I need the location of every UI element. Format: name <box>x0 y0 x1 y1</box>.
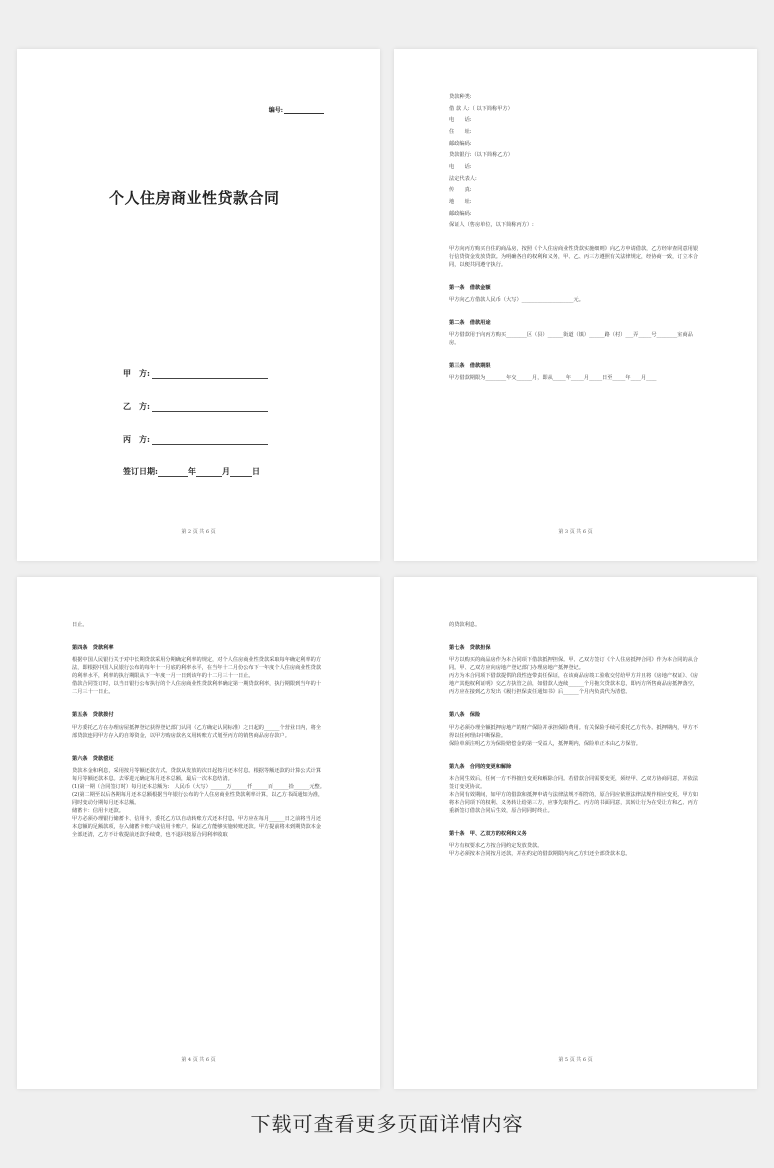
section-paragraph: 保险单须注明乙方为保险赔偿金的第一受益人，抵押期内，保险单正本由乙方保管。 <box>449 740 641 747</box>
info-field: 邮政编码: <box>449 140 472 147</box>
page-footer: 第 4 页 共 6 页 <box>181 1057 216 1063</box>
party-info-fields <box>449 93 702 229</box>
section-paragraph: 甲方必须按本合同按月还款，并在约定的借款期限内向乙方归还全部贷款本息。 <box>449 851 631 858</box>
continued-text: 的贷款利息。 <box>449 622 481 628</box>
info-field: 电 话: <box>449 117 472 124</box>
section-heading: 第一条 借款金额 <box>449 285 491 292</box>
info-field: 地 址: <box>449 198 472 205</box>
section-paragraph: 贷款本金和利息，采用按月等额还款方式。贷款从发放的次日起按月还本付息。根据等额还款的计算公式计算每月等额还款本息。去零进元确定每月还本总额，最后一次本息结清。 <box>72 767 322 782</box>
page-footer: 第 3 页 共 6 页 <box>558 529 593 535</box>
party-c-label: 丙 方: <box>123 434 150 444</box>
section-body: 甲方向乙方借款人民币（大写）____________________元。 <box>449 297 584 304</box>
contract-title: 个人住房商业性贷款合同 <box>109 189 280 207</box>
party-a-blank <box>152 370 268 379</box>
page-footer: 第 5 页 共 6 页 <box>558 1057 593 1063</box>
section-paragraph: 储蓄卡：信用卡还款。 <box>72 808 124 814</box>
year-blank <box>158 468 188 477</box>
party-a-label: 甲 方: <box>123 368 150 378</box>
section-paragraph: 甲方有权要求乙方按合同约定发放贷款。 <box>449 843 543 850</box>
section-paragraph: 本合同有效期间，如甲方的借款和抵押申请与法律法规不相符的，原合同应依照法律法规作相应变更。甲方如将本合同项下的权利、义务转让给第三方，应事先取得乙、丙方的书面同意，其转让行为在受让方和乙、丙方重新签订借款合同后生效，原合同同时终止。 <box>449 791 699 814</box>
info-field: 邮政编码: <box>449 210 472 217</box>
intro-paragraph: 甲方向丙方购买自住的商品房，按照《个人住房商业性贷款实施细则》向乙方申请借款，乙方经审查同意用银行信贷资金发放贷款。为明确各自的权利和义务，甲、乙、丙三方遵照有关法律规定，经协商一致，订立本合同，以便共同遵守执行。 <box>449 245 699 268</box>
info-field: 借 款 人:（ 以下简称甲方） <box>449 105 513 112</box>
party-b-row <box>123 401 268 412</box>
month-blank <box>196 468 222 477</box>
section-paragraph: 甲方必须办理全额抵押房地产的财产保险并承担保险费用。有关保险手续可委托乙方代办。抵押期内，甲方不得以任何理由中断保险。 <box>449 724 699 739</box>
month-label: 月 <box>221 466 230 476</box>
party-c-blank <box>152 436 268 445</box>
info-field: 电 话: <box>449 163 472 170</box>
party-c-row <box>123 434 268 445</box>
doc-number-blank <box>284 107 324 114</box>
page-4 <box>17 577 380 1089</box>
sign-date-label: 签订日期: <box>123 466 158 476</box>
continued-text: 日止。 <box>72 622 88 628</box>
page-3-content <box>449 93 702 383</box>
section-heading: 第四条 贷款利率 <box>72 645 114 652</box>
page-footer: 第 2 页 共 6 页 <box>181 529 216 535</box>
section-paragraph: 借款合同签订时，以当日银行公布执行的个人住房商业性贷款利率确定第一期贷款利率，执行期限到当年的十二月三十一日止。 <box>72 681 322 696</box>
section-paragraph: 甲方必须办理银行储蓄卡、信用卡，委托乙方以自动转账方式还本付息，甲方应在每月______日之前将当月还本息额的足额款项，存入储蓄卡账户或信用卡账户，保证乙方能够实施转账还款。甲方提前将未到期贷款本金全部还清，乙方不计收提前还款手续费，也不退回按原合同利率收取 <box>72 816 322 839</box>
info-field: 传 真: <box>449 187 472 194</box>
day-label: 日 <box>251 466 260 476</box>
section-heading: 第六条 贷款偿还 <box>72 755 114 762</box>
section-paragraph: (1)第一期（合同签订时）每月还本总额为: 人民币（大写）______万______仟______百______拾______元整。 <box>72 783 325 790</box>
section-body: 甲方借款用于向丙方购买________区（县）______街道（镇）______路（村）___弄_____号________室商品房。 <box>449 332 693 347</box>
page-3-sections <box>449 284 702 382</box>
section-heading: 第五条 贷款拨付 <box>72 712 114 719</box>
doc-number-label: 编号: <box>268 107 283 114</box>
section-paragraph: 丙方为本合同项下借款提供阶段性连带责任保证，在该商品房竣工验收交付给甲方并且将《房地产权证》、《房地产其他权利证明》交乙方执管之前，如借款人连续______个月拖欠贷款本息，即丙方所售商品房抵押落空，丙方应在接到乙方发出《履行担保责任通知书》后______个月内负责代为清偿。 <box>449 673 699 696</box>
party-b-label: 乙 方: <box>123 401 150 411</box>
info-field: 住 址: <box>449 128 472 135</box>
info-field: 保证人（售房单位，以下简称丙方）: <box>449 222 534 229</box>
page-4-sections <box>72 644 325 839</box>
info-field: 法定代表人: <box>449 175 477 182</box>
section-heading: 第八条 保险 <box>449 712 481 719</box>
section-paragraph: 根据中国人民银行关于对中长期贷款采用分期确定利率的规定，对个人住房商业性贷款采取每年确定利率的方法，即根据中国人民银行公布的每年十一月底的利率水平，在当年十二月份公布下一年度个人住房商业性贷款的利率水平，利率的执行期限从下一年度一月一日到该年的十二月三十一日止。 <box>72 657 322 680</box>
section-body: 甲方借款期限为________年交______月，即从_____年_____月_____日至_____年____月____ <box>449 375 657 382</box>
section-paragraph: (2)第二期至以后各期每月还本总额根据当年银行公布的个人住房商业性贷款利率计算，以乙方书面通知为准，同时变动分期每月还本总额。 <box>72 791 324 806</box>
section-paragraph: 本合同生效后，任何一方不得擅自变更和解除合同。若借款合同需要变更，须经甲、乙双方协商同意，并依法签订变更协议。 <box>449 775 699 790</box>
page-5-sections <box>449 644 702 858</box>
section-paragraph: 甲方以购买的商品房作为本合同项下借款抵押担保。甲、乙双方签订《个人住房抵押合同》作为本合同的从合同。甲、乙双方应向房地产登记部门办理房地产抵押登记。 <box>449 657 699 672</box>
section-heading: 第三条 借款期限 <box>449 363 491 370</box>
year-label: 年 <box>187 466 196 476</box>
page-5 <box>394 577 757 1089</box>
section-heading: 第十条 甲、乙双方的权利和义务 <box>449 831 527 838</box>
download-banner: 下载可查看更多页面详情内容 <box>250 1112 524 1136</box>
doc-number <box>269 105 324 114</box>
page-cover <box>17 49 380 561</box>
page-3 <box>394 49 757 561</box>
section-paragraph: 甲方委托乙方在办理房屋抵押登记获得登记部门认同（乙方确定认同标准）之日起的______个营业日内，将全部贷款连同甲方存入的自筹资金，以甲方购房款名义用转账方式划至丙方的销售商品房存款户。 <box>72 724 322 739</box>
page-5-content <box>449 621 702 858</box>
section-heading: 第二条 借款用途 <box>449 320 491 327</box>
party-a-row <box>123 368 268 379</box>
party-b-blank <box>152 403 268 412</box>
day-blank <box>230 468 252 477</box>
section-heading: 第九条 合同的变更和解除 <box>449 763 512 770</box>
section-heading: 第七条 贷款担保 <box>449 645 491 652</box>
info-field: 贷款银行:（以下简称乙方） <box>449 152 513 159</box>
page-4-content <box>72 621 325 839</box>
sign-date-row <box>123 466 260 477</box>
info-field: 贷款种类: <box>449 94 472 100</box>
